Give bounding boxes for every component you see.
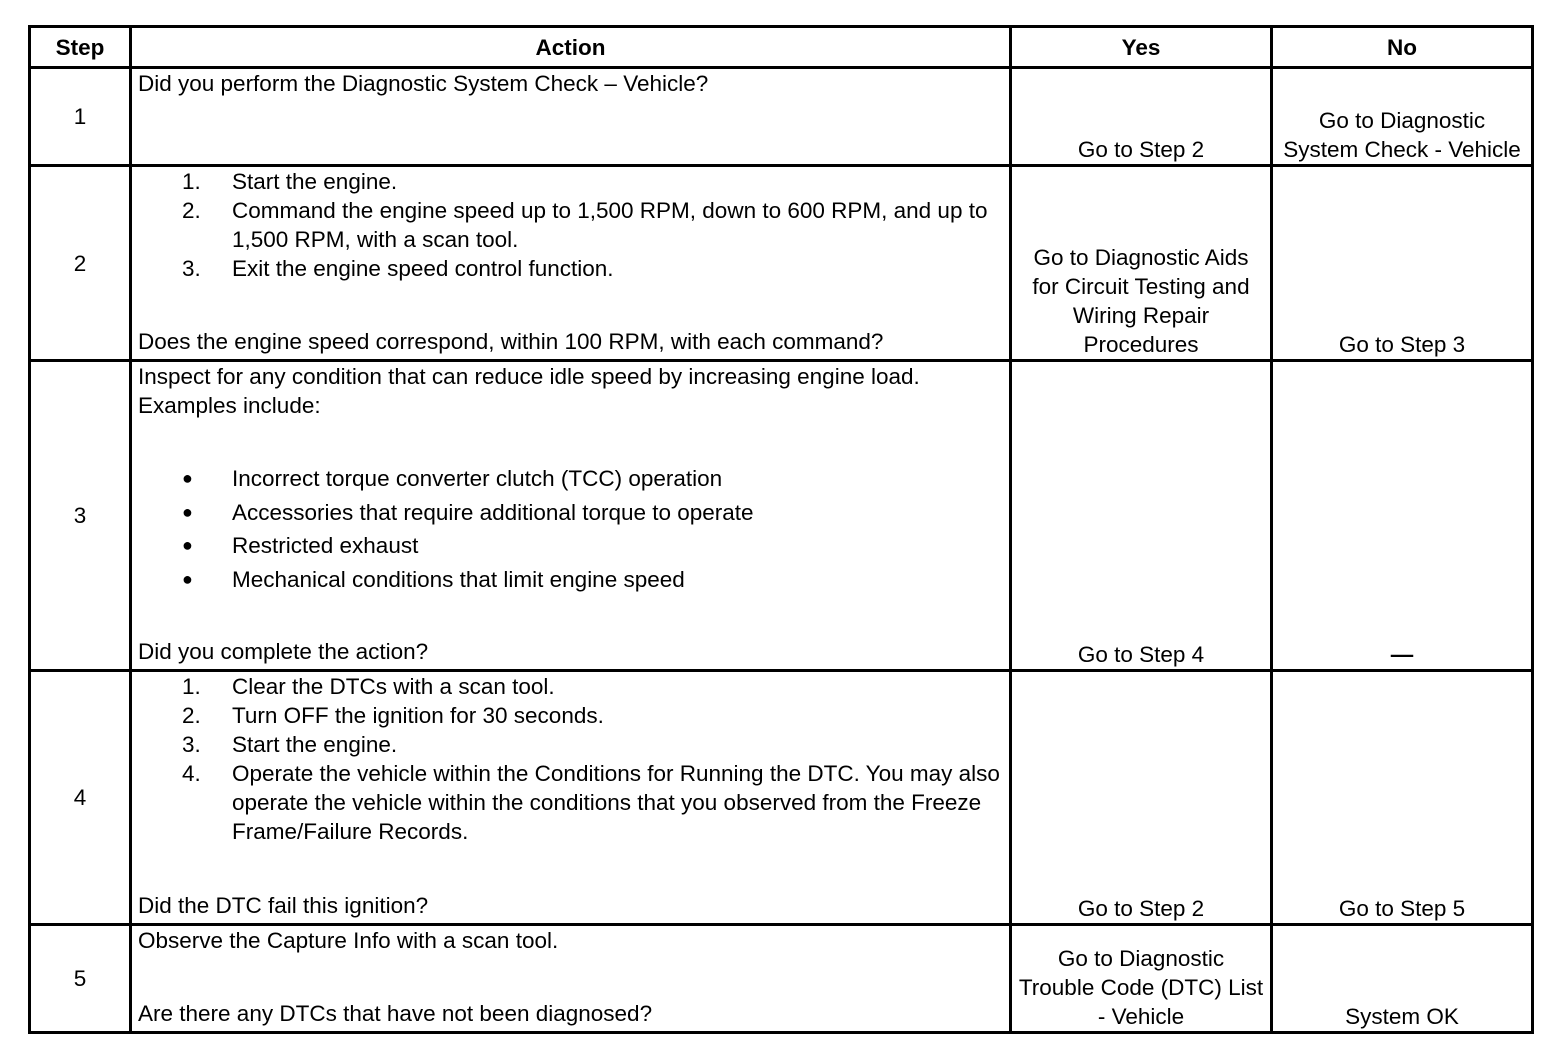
table-row [30, 361, 1533, 671]
list-item [138, 701, 1003, 730]
yes-result: Go to Diagnostic Aids for Circuit Testing and Wiring Repair Procedures [1011, 166, 1272, 361]
no-result: — [1272, 361, 1533, 671]
table-row [30, 166, 1533, 361]
list-text: Turn OFF the ignition for 30 seconds. [232, 703, 604, 728]
list-number: 4. [182, 761, 201, 786]
list-text: Clear the DTCs with a scan tool. [232, 674, 555, 699]
header-step: Step [30, 27, 131, 68]
no-result: Go to Step 3 [1272, 166, 1533, 361]
list-number: 1. [182, 674, 201, 699]
list-text: Incorrect torque converter clutch (TCC) operation [232, 466, 723, 491]
action-cell [131, 68, 1011, 166]
list-number: 1. [182, 169, 201, 194]
bullet-list [138, 462, 1003, 596]
header-action: Action [131, 27, 1011, 68]
action-text: Observe the Capture Info with a scan tool. [138, 928, 559, 953]
list-text: Accessories that require additional torque to operate [232, 499, 754, 525]
action-cell [131, 925, 1011, 1033]
bullet-icon: ● [182, 501, 193, 522]
list-number: 2. [182, 703, 201, 728]
bullet-icon: ● [182, 535, 193, 555]
step-number: 3 [30, 361, 131, 671]
list-text: Restricted exhaust [232, 533, 419, 558]
action-question: Does the engine speed correspond, within 100 RPM, with each command? [138, 329, 884, 354]
header-yes: Yes [1011, 27, 1272, 68]
yes-result: Go to Diagnostic Trouble Code (DTC) List - Vehicle [1011, 925, 1272, 1033]
list-number: 2. [182, 198, 201, 223]
table-row [30, 925, 1533, 1033]
list-number: 3. [182, 732, 201, 757]
action-cell [131, 166, 1011, 361]
no-result: Go to Diagnostic System Check - Vehicle [1272, 68, 1533, 166]
bullet-icon: ● [182, 468, 193, 488]
header-row [30, 27, 1533, 68]
header-no: No [1272, 27, 1533, 68]
diagnostic-table [28, 25, 1534, 1034]
yes-result: Go to Step 2 [1011, 671, 1272, 925]
list-item [138, 167, 1003, 196]
list-item [138, 563, 1003, 597]
bullet-icon: ● [182, 568, 193, 589]
list-item [138, 496, 1003, 530]
list-number: 3. [182, 256, 201, 281]
action-cell [131, 671, 1011, 925]
step-number: 4 [30, 671, 131, 925]
step-number: 1 [30, 68, 131, 166]
list-item [138, 759, 1003, 846]
step-number: 5 [30, 925, 131, 1033]
list-text: Start the engine. [232, 169, 398, 194]
list-text: Command the engine speed up to 1,500 RPM, down to 600 RPM, and up to 1,500 RPM, with a scan tool. [232, 198, 988, 252]
list-text: Exit the engine speed control function. [232, 256, 614, 281]
table-row [30, 671, 1533, 925]
action-text: Did you perform the Diagnostic System Check – Vehicle? [138, 71, 709, 96]
action-cell [131, 361, 1011, 671]
list-item [138, 462, 1003, 496]
list-text: Operate the vehicle within the Conditions for Running the DTC. You may also operate the vehicle within the conditions that you observed from the Freeze Frame/Failure Records. [232, 761, 1000, 844]
list-text: Start the engine. [232, 732, 398, 757]
numbered-list [138, 167, 1003, 283]
list-item [138, 529, 1003, 563]
yes-result: Go to Step 2 [1011, 68, 1272, 166]
action-question: Did you complete the action? [138, 639, 429, 664]
list-text: Mechanical conditions that limit engine speed [232, 566, 685, 592]
list-item [138, 730, 1003, 759]
action-text: Inspect for any condition that can reduce idle speed by increasing engine load. Examples include: [138, 364, 920, 418]
action-question: Did the DTC fail this ignition? [138, 893, 429, 918]
table-row [30, 68, 1533, 166]
no-result: Go to Step 5 [1272, 671, 1533, 925]
list-item [138, 196, 1003, 254]
step-number: 2 [30, 166, 131, 361]
yes-result: Go to Step 4 [1011, 361, 1272, 671]
action-question: Are there any DTCs that have not been diagnosed? [138, 1001, 653, 1026]
list-item [138, 672, 1003, 701]
list-item [138, 254, 1003, 283]
numbered-list [138, 672, 1003, 846]
no-result: System OK [1272, 925, 1533, 1033]
